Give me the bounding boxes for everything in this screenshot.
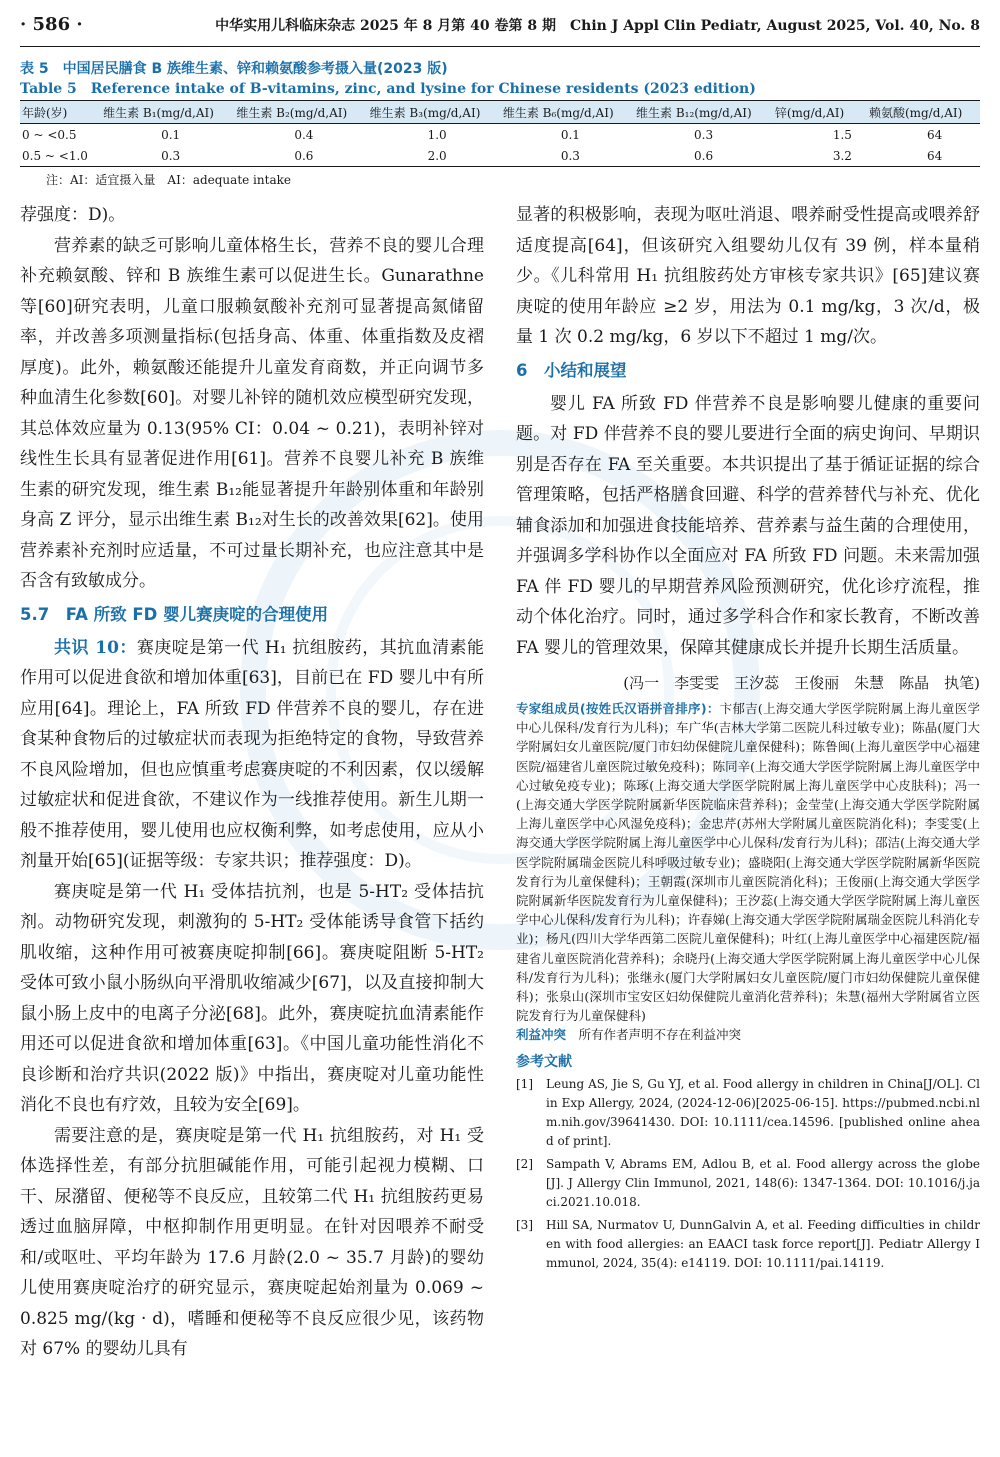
- paragraph: 赛庚啶是第一代 H₁ 受体拮抗剂，也是 5-HT₂ 受体拮抗剂。动物研究发现，刺激狗的 5-HT₂ 受体能诱导食管下括约肌收缩，这种作用可被赛庚啶抑制[66]。赛庚啶阻断 5-HT₂ 受体可致小鼠小肠纵向平滑肌收缩减少[67]，以及直接抑制大鼠小肠上皮中的电离子分泌[68]。此外，赛庚啶抗血清素能作用还可以促进食欲和增加体重[63]。《中国儿童功能性消化不良诊断和治疗共识(2022 版)》中指出，赛庚啶对儿童功能性消化不良也有疗效，且较为安全[69]。: [20, 881, 484, 1115]
- table-caption-en: Table 5 Reference intake of B-vitamins, zinc, and lysine for Chinese residents (2023 edition): [20, 81, 756, 97]
- reference-item: [516, 1155, 980, 1212]
- th-b12: 维生素 B₁₂(mg/d,AI): [636, 105, 752, 120]
- reference-item: [516, 1216, 980, 1273]
- coi-text: 所有作者声明不存在利益冲突: [578, 1027, 742, 1043]
- table-row: [20, 145, 980, 167]
- reference-number: [1]: [516, 1077, 533, 1092]
- right-column: [516, 200, 980, 1277]
- running-head: [20, 14, 980, 47]
- expert-group-label: 专家组成员(按姓氏汉语拼音排序)：: [516, 701, 720, 716]
- reference-text: Leung AS, Jie S, Gu YJ, et al. Food allergy in children in China[J/OL]. Clin Exp Allergy, 2024, (2024-12-06)[2025-06-15]. https://pubmed.ncbi.nlm.nih.gov/39641430. DOI: 10.1111/cea.14596. [published online ahead of print].: [546, 1077, 980, 1149]
- references-heading: 参考文献: [516, 1054, 572, 1071]
- table-cell: 0.5 ~ <1.0: [22, 148, 88, 163]
- table-cell: 0 ~ <0.5: [22, 127, 77, 142]
- page-number: · 586 ·: [20, 14, 83, 35]
- paragraph: 显著的积极影响，表现为呕吐消退、喂养耐受性提高或喂养舒适度提高[64]，但该研究入组婴幼儿仅有 39 例，样本量稍少。《儿科常用 H₁ 抗组胺药处方审核专家共识》[65]建议赛庚啶的使用年龄应 ≥2 岁，用法为 0.1 mg/kg，3 次/d，极量 1 次 0.2 mg/kg，6 岁以下不超过 1 mg/次。: [516, 205, 980, 347]
- author-signature: (冯一 李雯雯 王汐蕊 王俊丽 朱慧 陈晶 执笔): [623, 674, 980, 692]
- intake-table: [20, 100, 980, 167]
- table-cell: 1.0: [427, 127, 447, 142]
- table-cell: 0.3: [560, 148, 580, 163]
- conflict-of-interest: [516, 1025, 980, 1045]
- table-cell: 0.3: [694, 127, 714, 142]
- paragraph: 荐强度：D)。: [20, 205, 126, 225]
- th-b2: 维生素 B₂(mg/d,AI): [236, 105, 348, 120]
- reference-number: [3]: [516, 1218, 533, 1233]
- th-lysine: 赖氨酸(mg/d,AI): [868, 105, 963, 120]
- paragraph: 婴儿 FA 所致 FD 伴营养不良是影响婴儿健康的重要问题。对 FD 伴营养不良的婴儿要进行全面的病史询问、早期识别是否存在 FA 至关重要。本共识提出了基于循证证据的综合管理策略，包括严格膳食回避、科学的营养替代与补充、优化辅食添加和加强进食技能培养、营养素与益生菌的合理使用，并强调多学科协作以全面应对 FA 所致 FD 问题。未来需加强 FA 伴 FD 婴儿的早期营养风险预测研究，优化诊疗流程，推动个体化治疗。同时，通过多学科合作和家长教育，不断改善 FA 婴儿的管理效果，保障其健康成长并提升长期生活质量。: [516, 393, 980, 658]
- table-row: [20, 124, 980, 146]
- th-b6: 维生素 B₆(mg/d,AI): [502, 105, 614, 120]
- table-header-row: [20, 101, 980, 124]
- table-cell: 2.0: [427, 148, 447, 163]
- table-cell: 0.1: [161, 127, 181, 142]
- table-cell: 0.1: [560, 127, 580, 142]
- reference-text: Hill SA, Nurmatov U, DunnGalvin A, et al. Feeding difficulties in children with food allergies: an EAACI task force report[J]. Pediatr Allergy Immunol, 2024, 35(4): e14119. DOI: 10.1111/pai.14119.: [546, 1218, 980, 1271]
- reference-item: [516, 1075, 980, 1151]
- reference-number: [2]: [516, 1157, 533, 1172]
- th-zinc: 锌(mg/d,AI): [774, 105, 845, 120]
- coi-label: 利益冲突: [516, 1027, 567, 1043]
- th-b1: 维生素 B₁(mg/d,AI): [103, 105, 214, 120]
- section-heading-5-7: 5.7 FA 所致 FD 婴儿赛庚啶的合理使用: [20, 604, 329, 624]
- paragraph: 需要注意的是，赛庚啶是第一代 H₁ 抗组胺药，对 H₁ 受体选择性差，有部分抗胆碱能作用，可能引起视力模糊、口干、尿潴留、便秘等不良反应，且较第二代 H₁ 抗组胺药更易透过血脑屏障，中枢抑制作用更明显。在针对因喂养不耐受和/或呕吐、平均年龄为 17.6 月龄(2.0 ~ 35.7 月龄)的婴幼儿使用赛庚啶治疗的研究显示，赛庚啶起始剂量为 0.069 ~ 0.825 mg/(kg · d)，嗜睡和便秘等不良反应很少见，该药物对 67% 的婴幼儿具有: [20, 1125, 484, 1359]
- table-note: 注：AI：适宜摄入量 AI：adequate intake: [46, 173, 291, 187]
- table-5: [20, 58, 980, 189]
- table-cell: 0.4: [294, 127, 314, 142]
- table-cell: 1.5: [832, 127, 852, 142]
- table-cell: 0.3: [161, 148, 181, 163]
- table-cell: 64: [926, 127, 943, 142]
- table-cell: 0.6: [694, 148, 714, 163]
- expert-group-text: 卞郁吉(上海交通大学医学院附属上海儿童医学中心儿保科/发育行为儿科)；车广华(吉林大学第二医院儿科过敏专业)；陈晶(厦门大学附属妇女儿童医院/厦门市妇幼保健院儿童保健科)；陈鲁闽(上海儿童医学中心福建医院/福建省儿童医院过敏免疫科)；陈同辛(上海交通大学医学院附属上海儿童医学中心过敏免疫专业)；陈琢(上海交通大学医学院附属上海儿童医学中心皮肤科)；冯一(上海交通大学医学院附属新华医院临床营养科)；金莹莹(上海交通大学医学院附属上海儿童医学中心风湿免疫科)；金忠芹(苏州大学附属儿童医院消化科)；李雯雯(上海交通大学医学院附属上海儿童医学中心儿保科/发育行为儿科)；邵洁(上海交通大学医学院附属瑞金医院儿科呼吸过敏专业)；盛晓阳(上海交通大学医学院附属新华医院发育行为儿童保健科)；王朝霞(深圳市儿童医院消化科)；王俊丽(上海交通大学医学院附属新华医院发育行为儿童保健科)；王汐蕊(上海交通大学医学院附属上海儿童医学中心儿保科/发育行为儿科)；许春娣(上海交通大学医学院附属瑞金医院儿科消化专业)；杨凡(四川大学华西第二医院儿童保健科)；叶红(上海儿童医学中心福建医院/福建省儿童医院消化营养科)；余晓丹(上海交通大学医学院附属上海儿童医学中心儿保科/发育行为儿科)；张继永(厦门大学附属妇女儿童医院/厦门市妇幼保健院儿童保健科)；张泉山(深圳市宝安区妇幼保健院儿童消化营养科)；朱慧(福州大学附属省立医院发育行为儿童保健科): [516, 701, 980, 1024]
- section-heading-6: 6 小结和展望: [516, 360, 627, 380]
- expert-group: [516, 699, 980, 1025]
- left-column: [20, 200, 484, 1365]
- table-cell: 3.2: [832, 148, 852, 163]
- table-cell: 64: [926, 148, 943, 163]
- journal-info: 中华实用儿科临床杂志 2025 年 8 月第 40 卷第 8 期 Chin J Appl Clin Pediatr, August 2025, Vol. 40, No. 8: [215, 18, 980, 34]
- consensus-label: 共识 10：: [54, 637, 137, 658]
- consensus-text: 赛庚啶是第一代 H₁ 抗组胺药，其抗血清素能作用可以促进食欲和增加体重[63]，目前已在 FD 婴儿中有所应用[64]。理论上，FA 所致 FD 伴营养不良的婴儿，存在进食某种食物后的过敏症状而表现为拒绝特定的食物，导致营养不良风险增加，但也应慎重考虑赛庚啶的不利因素，仅以缓解过敏症状和促进食欲，不建议作为一线推荐使用。新生儿期一般不推荐使用，婴儿使用也应权衡利弊，如考虑使用，应从小剂量开始[65](证据等级：专家共识；推荐强度：D)。: [20, 637, 484, 871]
- th-age: 年龄(岁): [22, 105, 68, 120]
- table-cell: 0.6: [294, 148, 314, 163]
- table-caption-cn: 表 5 中国居民膳食 B 族维生素、锌和赖氨酸参考摄入量(2023 版): [20, 61, 448, 77]
- reference-text: Sampath V, Abrams EM, Adlou B, et al. Food allergy across the globe[J]. J Allergy Clin Immunol, 2021, 148(6): 1347-1364. DOI: 10.1016/j.jaci.2021.10.018.: [546, 1157, 980, 1210]
- paragraph: 营养素的缺乏可影响儿童体格生长，营养不良的婴儿合理补充赖氨酸、锌和 B 族维生素可以促进生长。Gunarathne 等[60]研究表明，儿童口服赖氨酸补充剂可显著提高氮储留率，并改善多项测量指标(包括身高、体重、体重指数及皮褶厚度)。此外，赖氨酸还能提升儿童发育商数，并正向调节多种血清生化参数[60]。对婴儿补锌的随机效应模型研究发现，其总体效应量为 0.13(95% CI：0.04 ~ 0.21)，表明补锌对线性生长具有显著促进作用[61]。营养不良婴儿补充 B 族维生素的研究发现，维生素 B₁₂能显著提升年龄别体重和年龄别身高 Z 评分，显示出维生素 B₁₂对生长的改善效果[62]。使用营养素补充剂时应适量，不可过量长期补充，也应注意其中是否含有致敏成分。: [20, 235, 484, 591]
- consensus-10: [20, 633, 484, 877]
- th-b3: 维生素 B₃(mg/d,AI): [369, 105, 481, 120]
